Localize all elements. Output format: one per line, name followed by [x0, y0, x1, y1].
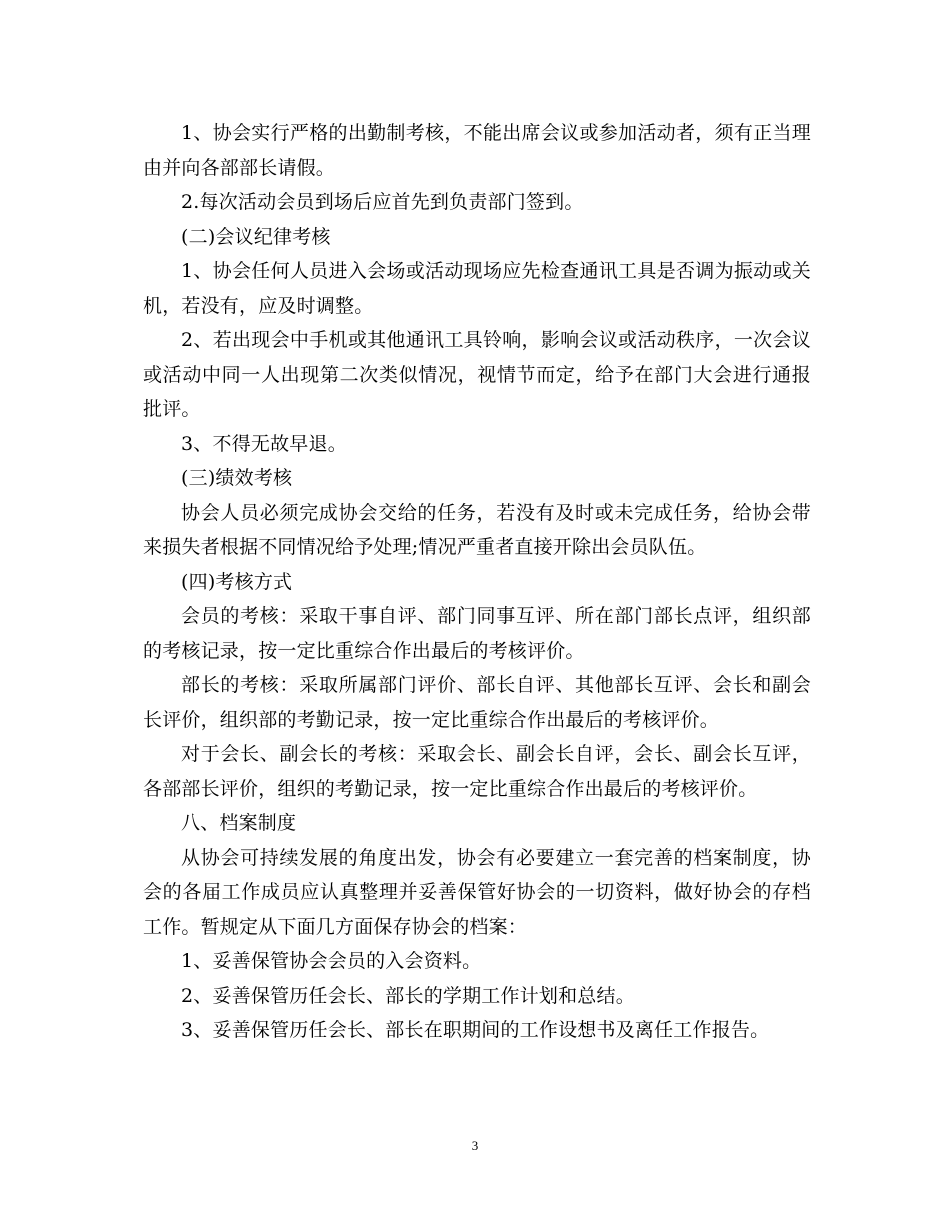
paragraph: 2、若出现会中手机或其他通讯工具铃响，影响会议或活动秩序，一次会议或活动中同一人出现第二次类似情况，视情节而定，给予在部门大会进行通报批评。 — [143, 329, 811, 420]
paragraph: 1、协会实行严格的出勤制考核，不能出席会议或参加活动者，须有正当理由并向各部部长请假。 — [143, 122, 811, 179]
section-heading: (四)考核方式 — [181, 570, 293, 593]
document-body — [143, 116, 811, 1048]
paragraph: 对于会长、副会长的考核：采取会长、副会长自评，会长、副会长互评，各部部长评价，组织的考勤记录，按一定比重综合作出最后的考核评价。 — [143, 743, 811, 800]
section-heading: (三)绩效考核 — [181, 467, 293, 489]
section-heading: 八、档案制度 — [181, 812, 297, 834]
section-heading: (二)会议纪律考核 — [181, 225, 331, 248]
paragraph: 2、妥善保管历任会长、部长的学期工作计划和总结。 — [181, 984, 635, 1007]
paragraph: 3、妥善保管历任会长、部长在职期间的工作设想书及离任工作报告。 — [181, 1019, 770, 1041]
page-number: 3 — [471, 1138, 479, 1153]
paragraph: 1、协会任何人员进入会场或活动现场应先检查通讯工具是否调为振动或关机，若没有，应及时调整。 — [143, 260, 811, 317]
paragraph: 3、不得无故早退。 — [181, 432, 347, 455]
paragraph: 1、妥善保管协会会员的入会资料。 — [181, 950, 482, 972]
paragraph: 部长的考核：采取所属部门评价、部长自评、其他部长互评、会长和副会长评价，组织部的考勤记录，按一定比重综合作出最后的考核评价。 — [143, 674, 811, 731]
paragraph: 2.每次活动会员到场后应首先到负责部门签到。 — [181, 191, 584, 213]
paragraph: 会员的考核：采取干事自评、部门同事互评、所在部门部长点评，组织部的考核记录，按一定比重综合作出最后的考核评价。 — [143, 605, 811, 662]
paragraph: 协会人员必须完成协会交给的任务，若没有及时或未完成任务，给协会带来损失者根据不同情况给予处理;情况严重者直接开除出会员队伍。 — [143, 501, 811, 558]
paragraph: 从协会可持续发展的角度出发，协会有必要建立一套完善的档案制度，协会的各届工作成员应认真整理并妥善保管好协会的一切资料，做好协会的存档工作。暂规定从下面几方面保存协会的档案： — [143, 846, 811, 938]
